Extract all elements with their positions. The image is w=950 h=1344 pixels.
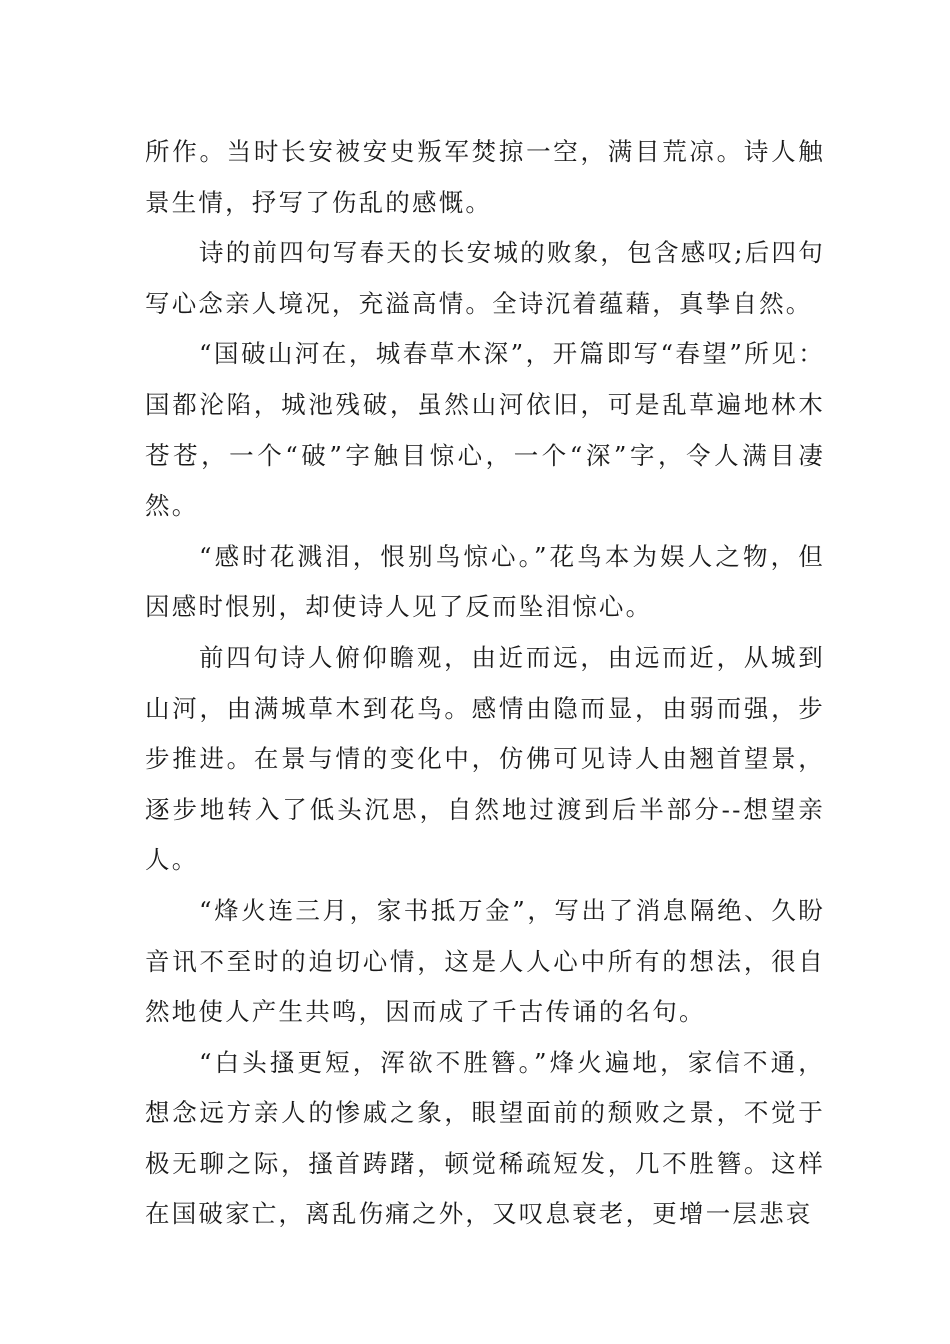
paragraph-3: “国破山河在，城春草木深”，开篇即写“春望”所见：国都沦陷，城池残破，虽然山河依旧，可是乱草遍地林木苍苍，一个“破”字触目惊心，一个“深”字，令人满目凄然。 [145,339,825,521]
paragraph-5: 前四句诗人俯仰瞻观，由近而远，由远而近，从城到山河，由满城草木到花鸟。感情由隐而显，由弱而强，步步推进。在景与情的变化中，仿佛可见诗人由翘首望景，逐步地转入了低头沉思，自然地过渡到后半部分--想望亲人。 [145,642,825,875]
paragraph-6: “烽火连三月，家书抵万金”，写出了消息隔绝、久盼音讯不至时的迫切心情，这是人人心中所有的想法，很自然地使人产生共鸣，因而成了千古传诵的名句。 [145,895,825,1027]
paragraph-4: “感时花溅泪，恨别鸟惊心。”花鸟本为娱人之物，但因感时恨别，却使诗人见了反而坠泪惊心。 [145,541,825,622]
paragraph-1: 所作。当时长安被安史叛军焚掠一空，满目荒凉。诗人触景生情，抒写了伤乱的感慨。 [145,137,825,217]
paragraph-2: 诗的前四句写春天的长安城的败象，包含感叹;后四句写心念亲人境况，充溢高情。全诗沉着蕴藉，真挚自然。 [145,238,825,318]
paragraph-7: “白头搔更短，浑欲不胜簪。”烽火遍地，家信不通，想念远方亲人的惨戚之象，眼望面前的颓败之景，不觉于极无聊之际，搔首踌躇，顿觉稀疏短发，几不胜簪。这样在国破家亡，离乱伤痛之外，又叹息衰老，更增一层悲哀 [145,1047,825,1229]
document-body [145,127,825,1240]
